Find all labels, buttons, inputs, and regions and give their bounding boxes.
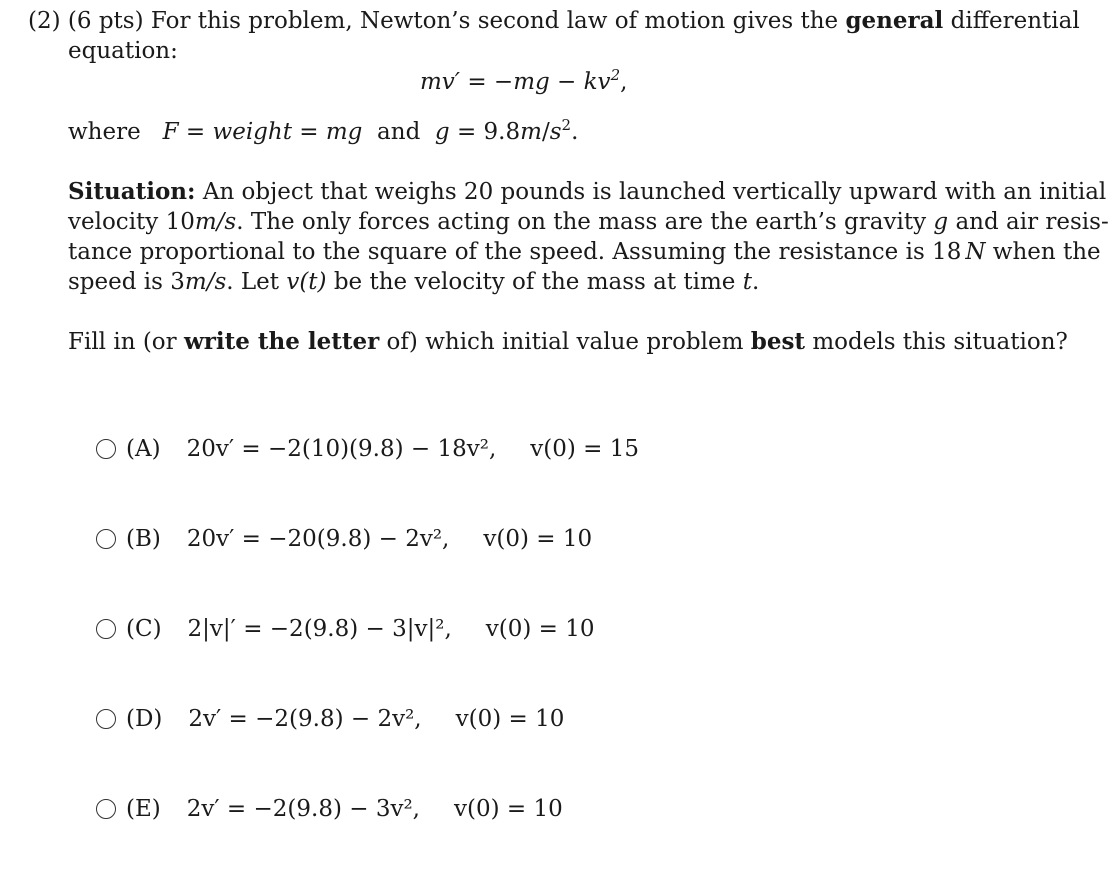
situation-text-2: . The only forces acting on the mass are the earth’s gravity xyxy=(236,209,927,235)
unit-s: s xyxy=(549,119,562,145)
situation-label: Situation: xyxy=(68,178,196,205)
choice-equation: 2|v|′ = −2(9.8) − 3|v|², xyxy=(187,616,452,642)
unit-exponent: 2 xyxy=(561,116,572,134)
main-equation-body: mv′ = −mg − kv xyxy=(420,69,611,95)
choice-equation: 2v′ = −2(9.8) − 2v², xyxy=(188,706,422,732)
prompt-text-a: Fill in (or xyxy=(68,329,177,355)
gravity-symbol: g xyxy=(933,209,949,235)
situation-text-1: An object that weighs 20 pounds is launched vertically upward with an initial xyxy=(202,179,1107,205)
choice-equation: 20v′ = −2(10)(9.8) − 18v², xyxy=(186,436,497,462)
situation-period: . xyxy=(751,269,760,295)
main-equation xyxy=(420,67,627,97)
newton-unit: N xyxy=(965,239,986,265)
choice-c[interactable] xyxy=(96,614,595,644)
prompt-bold-2: best xyxy=(750,328,806,355)
choice-letter: (E) xyxy=(126,796,161,822)
prompt-text-c: models this situation? xyxy=(812,329,1068,355)
radio-button-b[interactable] xyxy=(96,529,116,549)
where-period: . xyxy=(571,119,579,145)
choice-letter: (D) xyxy=(126,706,163,732)
unit-m: m xyxy=(520,119,542,145)
problem-intro-text: For this problem, Newton’s second law of motion gives the xyxy=(150,8,839,34)
problem-intro-line xyxy=(28,6,1080,36)
situation-text-2b: and air resis- xyxy=(955,209,1109,235)
prompt-bold-1: write the letter xyxy=(183,328,380,355)
speed-unit: m/s xyxy=(184,269,227,295)
time-symbol: t xyxy=(742,269,752,295)
situation-text-3: tance proportional to the square of the speed. Assuming the resistance is 18 xyxy=(68,239,962,265)
choice-b[interactable] xyxy=(96,524,592,554)
mg-symbol: mg xyxy=(325,119,363,145)
radio-button-d[interactable] xyxy=(96,709,116,729)
and-word: and xyxy=(369,119,428,145)
choice-letter: (A) xyxy=(126,436,161,462)
situation-speed: speed is 3 xyxy=(68,269,185,295)
situation-line-3 xyxy=(68,237,1101,267)
velocity-function: v(t) xyxy=(286,269,327,295)
situation-velocity: velocity 10 xyxy=(68,209,195,235)
problem-intro-line2: equation: xyxy=(68,38,178,64)
choice-initial-condition: v(0) = 10 xyxy=(485,616,595,642)
situation-text-3b: when the xyxy=(992,239,1101,265)
choice-letter: (B) xyxy=(126,526,161,552)
radio-button-c[interactable] xyxy=(96,619,116,639)
main-equation-exponent: 2 xyxy=(610,66,621,84)
situation-line-2 xyxy=(68,207,1109,237)
situation-line-1 xyxy=(68,177,1107,207)
g-value: = 9.8 xyxy=(449,119,521,145)
main-equation-comma: , xyxy=(620,69,628,95)
unit-slash: / xyxy=(541,119,550,145)
choice-e[interactable] xyxy=(96,794,563,824)
situation-text-4b: be the velocity of the mass at time xyxy=(333,269,736,295)
where-word: where xyxy=(68,119,141,145)
question-prompt xyxy=(68,327,1068,357)
radio-button-a[interactable] xyxy=(96,439,116,459)
choice-initial-condition: v(0) = 10 xyxy=(483,526,593,552)
equals-2: = xyxy=(291,119,326,145)
force-symbol: F xyxy=(162,119,179,145)
weight-word: weight xyxy=(212,119,292,145)
choice-a[interactable] xyxy=(96,434,639,464)
radio-button-e[interactable] xyxy=(96,799,116,819)
choice-initial-condition: v(0) = 15 xyxy=(530,436,639,462)
problem-number: (2) xyxy=(28,8,61,34)
problem-intro-post: differential xyxy=(950,8,1080,34)
velocity-unit: m/s xyxy=(194,209,237,235)
choice-equation: 20v′ = −20(9.8) − 2v², xyxy=(186,526,450,552)
equals-1: = xyxy=(178,119,213,145)
problem-intro-bold: general xyxy=(845,7,944,34)
prompt-text-b: of) which initial value problem xyxy=(386,329,744,355)
situation-line-4 xyxy=(68,267,759,297)
choice-equation: 2v′ = −2(9.8) − 3v², xyxy=(186,796,420,822)
choice-letter: (C) xyxy=(126,616,162,642)
g-symbol: g xyxy=(434,119,450,145)
where-line xyxy=(68,117,578,147)
choice-initial-condition: v(0) = 10 xyxy=(453,796,563,822)
problem-points: (6 pts) xyxy=(67,8,144,34)
choice-d[interactable] xyxy=(96,704,564,734)
choice-initial-condition: v(0) = 10 xyxy=(455,706,565,732)
situation-text-4: . Let xyxy=(226,269,280,295)
